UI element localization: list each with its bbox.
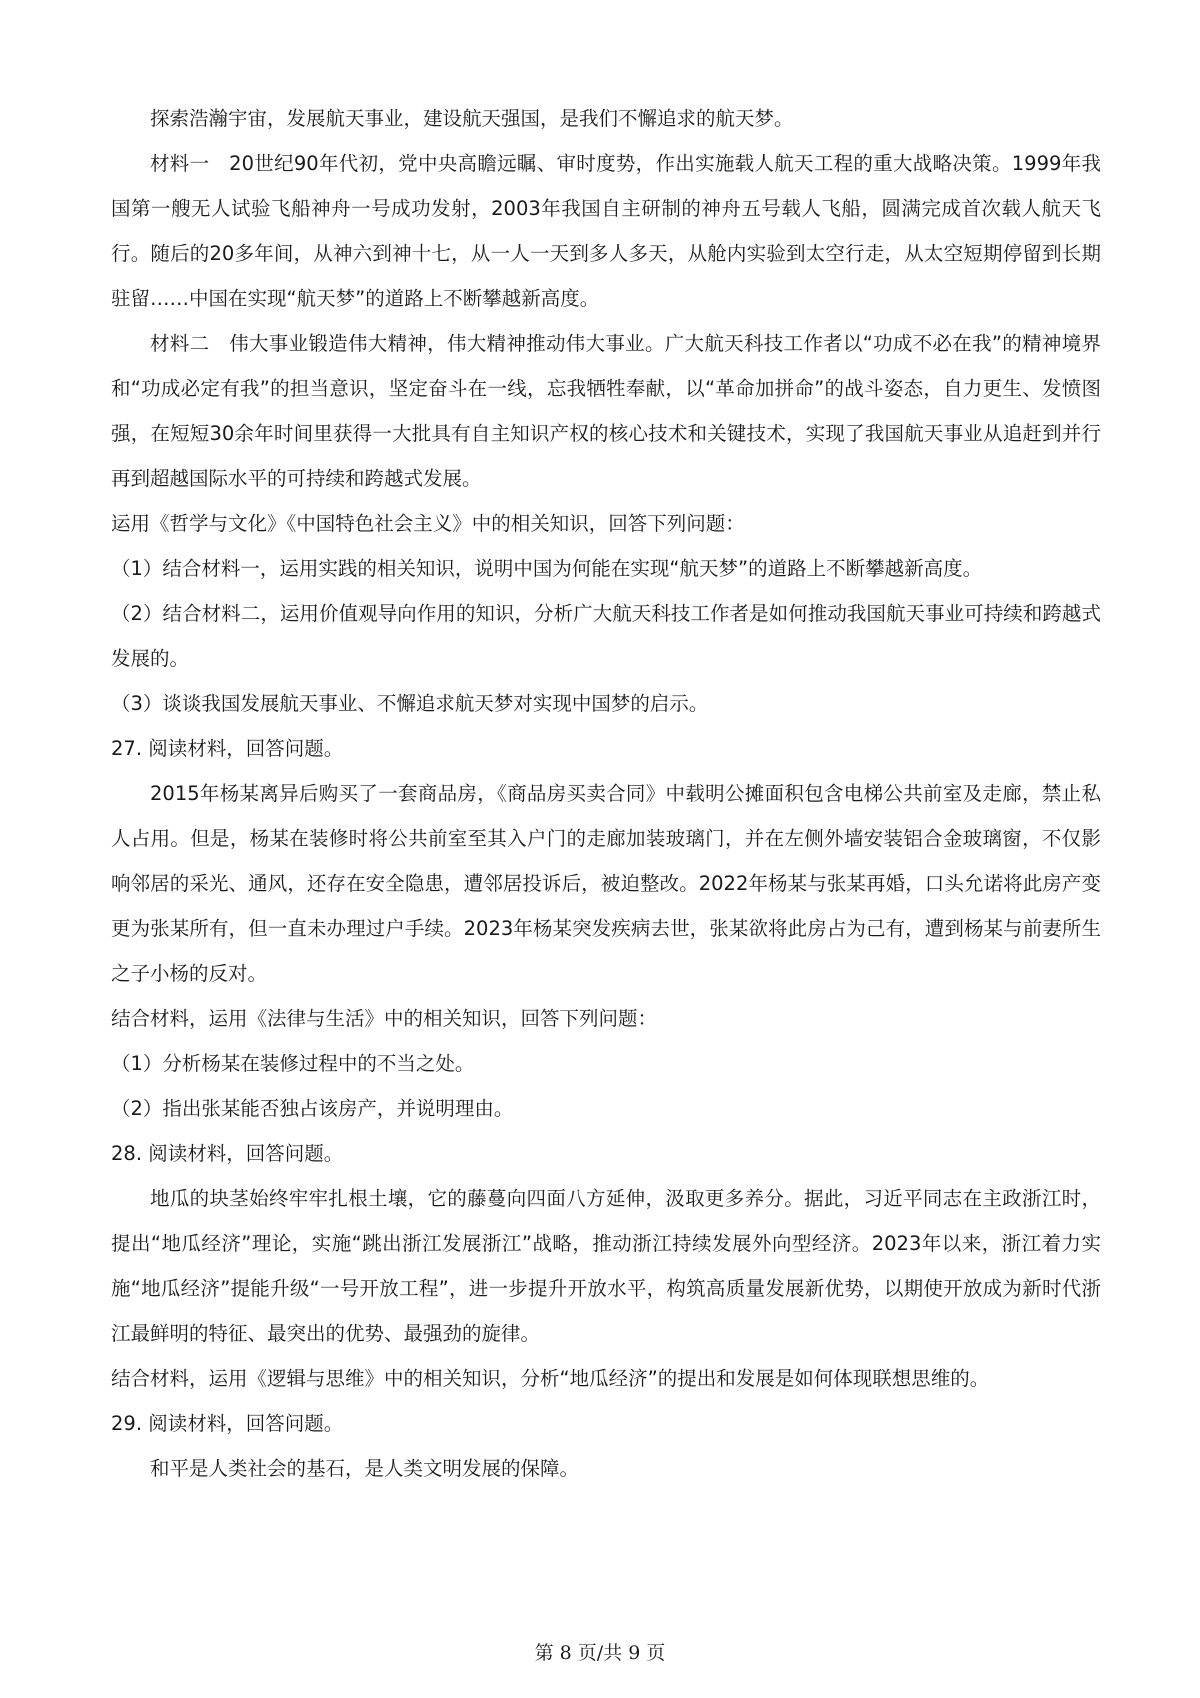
- question-29-heading: 29. 阅读材料，回答问题。: [111, 1412, 344, 1435]
- paragraph-q29-material: 和平是人类社会的基石，是人类文明发展的保障。: [150, 1457, 580, 1480]
- paragraph-intro: 探索浩瀚宇宙，发展航天事业，建设航天强国，是我们不懈追求的航天梦。: [150, 107, 794, 130]
- question-instruction: 运用《哲学与文化》《中国特色社会主义》中的相关知识，回答下列问题：: [111, 512, 745, 535]
- sub-question-3: （3）谈谈我国发展航天事业、不懈追求航天梦对实现中国梦的启示。: [111, 692, 709, 715]
- question-27-heading: 27. 阅读材料，回答问题。: [111, 737, 344, 760]
- sub-question-2: （2）结合材料二，运用价值观导向作用的知识，分析广大航天科技工作者是如何推动我国航天事业可持续和跨越式发展的。: [111, 602, 1101, 670]
- sub-question-1: （1）结合材料一，运用实践的相关知识，说明中国为何能在实现“航天梦”的道路上不断攀越新高度。: [111, 557, 983, 580]
- paragraph-material-two: 材料二 伟大事业锻造伟大精神，伟大精神推动伟大事业。广大航天科技工作者以“功成不必在我”的精神境界和“功成必定有我”的担当意识，坚定奋斗在一线，忘我牺牲奉献，以“革命加拼命”的战斗姿态，自力更生、发愤图强，在短短30余年时间里获得一大批具有自主知识产权的核心技术和关键技术，实现了我国航天事业从追赶到并行再到超越国际水平的可持续和跨越式发展。: [111, 332, 1101, 490]
- paragraph-q28-material: 地瓜的块茎始终牢牢扎根土壤，它的藤蔓向四面八方延伸，汲取更多养分。据此，习近平同志在主政浙江时，提出“地瓜经济”理论，实施“跳出浙江发展浙江”战略，推动浙江持续发展外向型经济。2023年以来，浙江着力实施“地瓜经济”提能升级“一号开放工程”，进一步提升开放水平，构筑高质量发展新优势，以期使开放成为新时代浙江最鲜明的特征、最突出的优势、最强劲的旋律。: [111, 1187, 1101, 1345]
- question-instruction: 结合材料，运用《逻辑与思维》中的相关知识，分析“地瓜经济”的提出和发展是如何体现联想思维的。: [111, 1367, 990, 1390]
- document-body: [111, 96, 1101, 1491]
- page-footer: 第 8 页/共 9 页: [534, 1642, 666, 1664]
- paragraph-material-one: 材料一 20世纪90年代初，党中央高瞻远瞩、审时度势，作出实施载人航天工程的重大战略决策。1999年我国第一艘无人试验飞船神舟一号成功发射，2003年我国自主研制的神舟五号载人飞船，圆满完成首次载人航天飞行。随后的20多年间，从神六到神十七，从一人一天到多人多天，从舱内实验到太空行走，从太空短期停留到长期驻留……中国在实现“航天梦”的道路上不断攀越新高度。: [111, 152, 1101, 310]
- paragraph-q27-material: 2015年杨某离异后购买了一套商品房，《商品房买卖合同》中载明公摊面积包含电梯公共前室及走廊，禁止私人占用。但是，杨某在装修时将公共前室至其入户门的走廊加装玻璃门，并在左侧外墙安装铝合金玻璃窗，不仅影响邻居的采光、通风，还存在安全隐患，遭邻居投诉后，被迫整改。2022年杨某与张某再婚，口头允诺将此房产变更为张某所有，但一直未办理过户手续。2023年杨某突发疾病去世，张某欲将此房占为己有，遭到杨某与前妻所生之子小杨的反对。: [111, 782, 1101, 985]
- sub-question-1: （1）分析杨某在装修过程中的不当之处。: [111, 1052, 475, 1075]
- sub-question-2: （2）指出张某能否独占该房产，并说明理由。: [111, 1097, 514, 1120]
- question-instruction: 结合材料，运用《法律与生活》中的相关知识，回答下列问题：: [111, 1007, 658, 1030]
- question-28-heading: 28. 阅读材料，回答问题。: [111, 1142, 344, 1165]
